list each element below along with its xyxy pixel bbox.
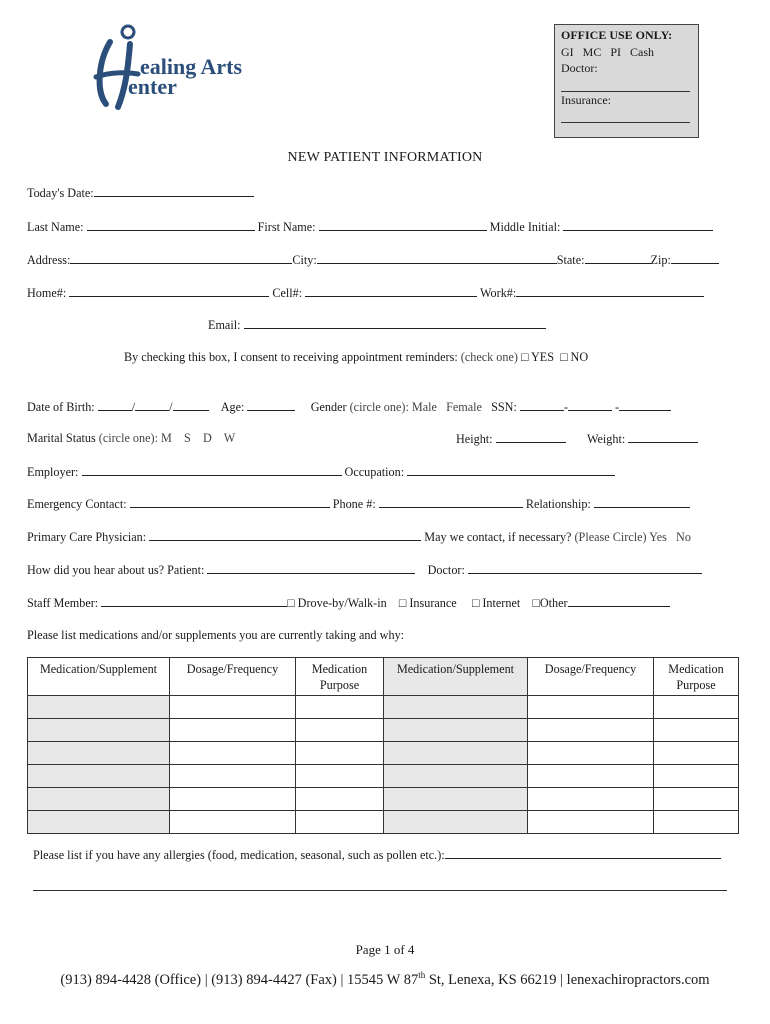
table-cell[interactable] xyxy=(384,696,528,719)
table-cell[interactable] xyxy=(528,788,654,811)
employer-input[interactable] xyxy=(82,464,342,476)
table-row xyxy=(28,719,739,742)
dob-year-input[interactable] xyxy=(173,399,209,411)
dob-sep-1: / xyxy=(131,400,136,414)
table-row xyxy=(28,765,739,788)
page-title: NEW PATIENT INFORMATION xyxy=(287,150,483,165)
emergency-phone-label: Phone #: xyxy=(332,497,376,511)
consent-yes-label: YES xyxy=(531,350,555,364)
logo-text-line1: ealing Arts xyxy=(140,54,243,79)
first-name-label: First Name: xyxy=(257,220,316,234)
may-contact-options[interactable]: (Please Circle) Yes No xyxy=(574,530,691,544)
occupation-label: Occupation: xyxy=(344,465,405,479)
footer-address-street: 15545 W 87 xyxy=(347,971,419,988)
footer-office-phone: (913) 894-4428 (Office) xyxy=(60,971,202,988)
city-label: City: xyxy=(292,253,317,267)
table-cell[interactable] xyxy=(296,788,384,811)
table-header-row xyxy=(28,658,739,696)
emergency-contact-input[interactable] xyxy=(130,496,330,508)
address-row xyxy=(27,252,719,268)
footer-address-city: St, Lenexa, KS 66219 xyxy=(425,971,557,988)
physician-row xyxy=(27,529,691,545)
table-cell[interactable] xyxy=(28,811,170,834)
marital-row xyxy=(27,431,235,446)
consent-no-label: NO xyxy=(570,350,589,364)
zip-label: Zip: xyxy=(650,253,671,267)
other-input[interactable] xyxy=(568,595,670,607)
table-cell[interactable] xyxy=(384,788,528,811)
col-header: Medication/Supplement xyxy=(384,658,528,696)
table-cell[interactable] xyxy=(528,742,654,765)
table-cell[interactable] xyxy=(654,788,739,811)
table-cell[interactable] xyxy=(28,719,170,742)
todays-date-row xyxy=(27,185,254,201)
internet-label: Internet xyxy=(482,596,521,610)
height-input[interactable] xyxy=(496,431,566,443)
office-doctor-label: Doctor: xyxy=(561,61,598,75)
marital-label: Marital Status xyxy=(27,431,96,445)
meds-prompt: Please list medications and/or supplements you are currently taking and why: xyxy=(27,628,405,642)
relationship-input[interactable] xyxy=(594,496,690,508)
referral-patient-label: Patient: xyxy=(167,563,205,577)
allergies-input-line2[interactable] xyxy=(33,878,727,891)
table-cell[interactable] xyxy=(384,765,528,788)
dob-label: Date of Birth: xyxy=(27,400,95,414)
footer-separator: | xyxy=(340,971,344,988)
table-cell[interactable] xyxy=(170,765,296,788)
droveby-label: Drove-by/Walk-in xyxy=(297,596,387,610)
referral-doctor-input[interactable] xyxy=(468,562,702,574)
staff-row xyxy=(27,595,670,611)
first-name-input[interactable] xyxy=(319,219,487,231)
last-name-input[interactable] xyxy=(87,219,255,231)
footer-separator: | xyxy=(204,971,208,988)
home-phone-label: Home#: xyxy=(27,286,67,300)
consent-row xyxy=(124,350,588,365)
referral-label: How did you hear about us? xyxy=(27,563,165,577)
ssn-sep-1: - xyxy=(563,400,568,414)
staff-member-input[interactable] xyxy=(101,595,287,607)
office-use-box xyxy=(554,24,699,138)
footer-separator: | xyxy=(560,971,564,988)
table-cell[interactable] xyxy=(528,765,654,788)
col-header: Medication Purpose xyxy=(296,658,384,696)
other-checkbox[interactable]: □ xyxy=(532,596,540,610)
col-header: Dosage/Frequency xyxy=(528,658,654,696)
occupation-input[interactable] xyxy=(407,464,615,476)
referral-row xyxy=(27,562,702,578)
table-cell[interactable] xyxy=(28,765,170,788)
insurance-checkbox[interactable]: □ xyxy=(398,596,407,610)
droveby-checkbox[interactable]: □ xyxy=(287,596,295,610)
gender-hint: (circle one): xyxy=(349,400,409,414)
age-label: Age: xyxy=(220,400,245,414)
address-label: Address: xyxy=(27,253,71,267)
table-cell[interactable] xyxy=(170,719,296,742)
col-header: Medication/Supplement xyxy=(28,658,170,696)
table-cell[interactable] xyxy=(528,719,654,742)
email-input[interactable] xyxy=(244,317,546,329)
table-cell[interactable] xyxy=(296,719,384,742)
table-cell[interactable] xyxy=(170,696,296,719)
work-phone-label: Work#: xyxy=(480,286,517,300)
allergies-row xyxy=(33,847,721,863)
marital-options[interactable]: M S D W xyxy=(161,431,236,445)
office-codes: GI MC PI Cash xyxy=(561,44,655,59)
may-contact-label: May we contact, if necessary? xyxy=(424,530,572,544)
emergency-row xyxy=(27,496,690,512)
ssn-part3-input[interactable] xyxy=(619,399,671,411)
marital-hint: (circle one): xyxy=(98,431,158,445)
table-cell[interactable] xyxy=(528,811,654,834)
ssn-part1-input[interactable] xyxy=(520,399,564,411)
work-phone-input[interactable] xyxy=(516,285,704,297)
table-cell[interactable] xyxy=(28,696,170,719)
other-label: Other xyxy=(539,596,568,610)
physician-label: Primary Care Physician: xyxy=(27,530,147,544)
middle-initial-label: Middle Initial: xyxy=(489,220,561,234)
state-label: State: xyxy=(556,253,585,267)
name-row xyxy=(27,219,713,235)
table-cell[interactable] xyxy=(654,719,739,742)
table-cell[interactable] xyxy=(296,811,384,834)
city-input[interactable] xyxy=(317,252,557,264)
consent-hint: (check one) xyxy=(460,350,518,364)
office-doctor-line[interactable] xyxy=(561,77,690,92)
ssn-part2-input[interactable] xyxy=(568,399,612,411)
referral-doctor-label: Doctor: xyxy=(427,563,465,577)
allergies-input[interactable] xyxy=(445,847,721,859)
table-cell[interactable] xyxy=(296,696,384,719)
todays-date-input[interactable] xyxy=(94,185,254,197)
medications-table xyxy=(27,657,739,834)
phone-row xyxy=(27,285,704,301)
dob-sep-2: / xyxy=(169,400,173,414)
dob-day-input[interactable] xyxy=(135,399,169,411)
page-number: Page 1 of 4 xyxy=(355,942,415,957)
footer-address xyxy=(347,972,556,988)
address-input[interactable] xyxy=(70,252,292,264)
office-heading: OFFICE USE ONLY: xyxy=(561,28,673,42)
height-label: Height: xyxy=(456,432,493,446)
state-input[interactable] xyxy=(585,252,651,264)
table-cell[interactable] xyxy=(384,719,528,742)
footer xyxy=(0,970,770,989)
consent-yes-checkbox[interactable]: □ xyxy=(521,350,529,364)
ssn-sep-2: - xyxy=(615,400,620,414)
table-cell[interactable] xyxy=(170,811,296,834)
zip-input[interactable] xyxy=(671,252,719,264)
table-cell[interactable] xyxy=(170,788,296,811)
middle-initial-input[interactable] xyxy=(563,219,713,231)
table-cell[interactable] xyxy=(528,696,654,719)
last-name-label: Last Name: xyxy=(27,220,84,234)
gender-label: Gender xyxy=(310,400,347,414)
internet-checkbox[interactable]: □ xyxy=(471,596,480,610)
office-insurance-line[interactable] xyxy=(561,108,690,123)
height-weight-row xyxy=(456,431,698,447)
email-row xyxy=(208,317,546,333)
table-row xyxy=(28,742,739,765)
table-cell[interactable] xyxy=(28,742,170,765)
age-input[interactable] xyxy=(247,399,295,411)
table-cell[interactable] xyxy=(384,811,528,834)
table-cell[interactable] xyxy=(654,696,739,719)
staff-member-label: Staff Member: xyxy=(27,596,99,610)
col-header: Medication Purpose xyxy=(654,658,739,696)
table-cell[interactable] xyxy=(296,742,384,765)
weight-label: Weight: xyxy=(586,432,626,446)
table-cell[interactable] xyxy=(654,765,739,788)
referral-patient-input[interactable] xyxy=(207,562,415,574)
insurance-label: Insurance xyxy=(409,596,457,610)
gender-options[interactable]: Male Female xyxy=(411,400,482,414)
footer-fax: (913) 894-4427 (Fax) xyxy=(211,971,337,988)
consent-text: By checking this box, I consent to receiving appointment reminders: xyxy=(124,350,458,364)
table-cell[interactable] xyxy=(170,742,296,765)
healing-arts-logo xyxy=(88,22,248,117)
employer-label: Employer: xyxy=(27,465,79,479)
logo-text-line2: enter xyxy=(128,74,177,99)
consent-no-checkbox[interactable]: □ xyxy=(560,350,568,364)
employer-row xyxy=(27,464,615,480)
table-cell[interactable] xyxy=(296,765,384,788)
office-insurance-label: Insurance: xyxy=(561,92,611,107)
emergency-phone-input[interactable] xyxy=(379,496,523,508)
table-cell[interactable] xyxy=(384,742,528,765)
cell-phone-input[interactable] xyxy=(305,285,477,297)
table-row xyxy=(28,788,739,811)
footer-address-sup: th xyxy=(418,970,426,980)
physician-input[interactable] xyxy=(149,529,421,541)
relationship-label: Relationship: xyxy=(525,497,591,511)
table-cell[interactable] xyxy=(28,788,170,811)
col-header: Dosage/Frequency xyxy=(170,658,296,696)
table-cell[interactable] xyxy=(654,811,739,834)
dob-row xyxy=(27,399,671,415)
home-phone-input[interactable] xyxy=(69,285,269,297)
emergency-contact-label: Emergency Contact: xyxy=(27,497,127,511)
weight-input[interactable] xyxy=(628,431,698,443)
allergies-label: Please list if you have any allergies (food, medication, seasonal, such as pollen etc.): xyxy=(33,848,445,862)
table-row xyxy=(28,696,739,719)
email-label: Email: xyxy=(208,318,241,332)
ssn-label: SSN: xyxy=(491,400,517,414)
table-row xyxy=(28,811,739,834)
cell-phone-label: Cell#: xyxy=(272,286,303,300)
todays-date-label: Today's Date: xyxy=(27,186,94,200)
footer-website[interactable]: lenexachiropractors.com xyxy=(566,971,710,988)
table-cell[interactable] xyxy=(654,742,739,765)
dob-month-input[interactable] xyxy=(98,399,132,411)
